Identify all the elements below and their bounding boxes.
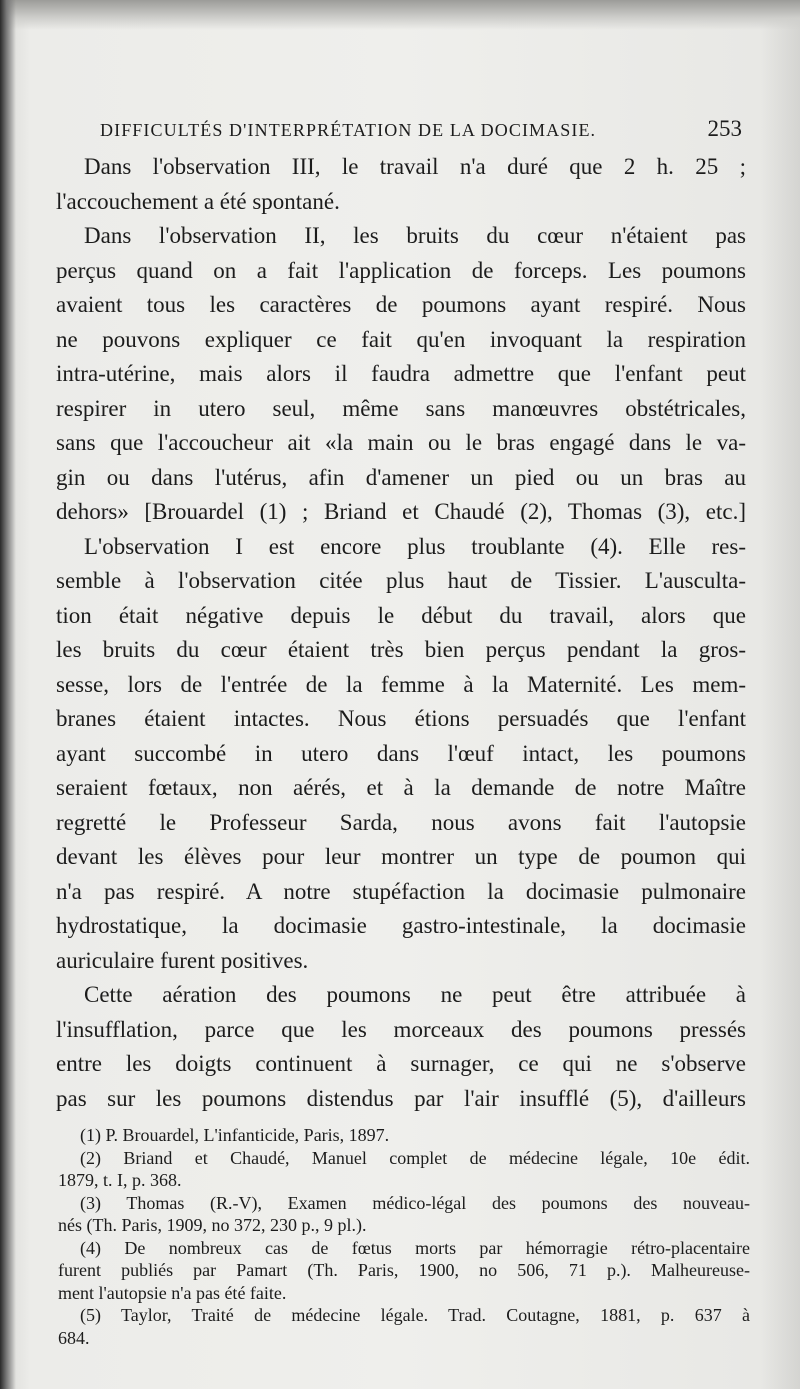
body-line: Dans l'observation III, le travail n'a duré que 2 h. 25 ;	[84, 154, 746, 179]
running-head-title: DIFFICULTÉS D'INTERPRÉTATION DE LA DOCIMASIE.	[100, 120, 597, 140]
footnote-line: (2) Briand et Chaudé, Manuel complet de médecine légale, 10e édit.	[80, 1147, 750, 1168]
footnote-line: (3) Thomas (R.-V), Examen médico-légal des poumons des nouveau-	[80, 1192, 750, 1213]
body-line: tion était négative depuis le début du travail, alors que	[56, 602, 746, 628]
body-line: l'accouchement a été spontané.	[56, 188, 340, 214]
footnotes	[58, 1124, 750, 1349]
body-line: intra-utérine, mais alors il faudra admettre que l'enfant peut	[56, 361, 746, 386]
body-line: regretté le Professeur Sarda, nous avons fait l'autopsie	[56, 809, 746, 835]
footnote-line: nés (Th. Paris, 1909, no 372, 230 p., 9 pl.).	[58, 1215, 367, 1235]
page-number: 253	[707, 116, 742, 141]
body-line: les bruits du cœur étaient très bien perçus pendant la gros-	[56, 637, 746, 662]
body-line: sans que l'accoucheur ait «la main ou le bras engagé dans le va-	[56, 430, 746, 455]
body-line: ayant succombé in utero dans l'œuf intact, les poumons	[56, 740, 746, 766]
page-binding-shadow	[0, 0, 16, 1389]
body-line: dehors» [Brouardel (1) ; Briand et Chaudé (2), Thomas (3), etc.]	[56, 499, 746, 524]
body-line: gin ou dans l'utérus, afin d'amener un pied ou un bras au	[56, 464, 746, 490]
footnote-line: ment l'autopsie n'a pas été faite.	[58, 1282, 287, 1303]
body-line: hydrostatique, la docimasie gastro-intestinale, la docimasie	[56, 913, 746, 938]
body-line: sesse, lors de l'entrée de la femme à la Maternité. Les mem-	[56, 671, 746, 697]
running-head	[100, 116, 742, 146]
body-line: l'insufflation, parce que les morceaux des poumons pressés	[56, 1016, 746, 1042]
footnote-line: furent publiés par Pamart (Th. Paris, 1900, no 506, 71 p.). Malheureuse-	[58, 1260, 750, 1280]
body-line: n'a pas respiré. A notre stupéfaction la docimasie pulmonaire	[56, 878, 746, 904]
body-line: devant les élèves pour leur montrer un type de poumon qui	[56, 844, 746, 869]
page-top-shadow	[0, 0, 800, 30]
body-line: branes étaient intactes. Nous étions persuadés que l'enfant	[56, 706, 746, 731]
body-line: entre les doigts continuent à surnager, ce qui ne s'observe	[56, 1051, 746, 1076]
body-line: Dans l'observation II, les bruits du cœur n'étaient pas	[84, 223, 746, 248]
body-line: avaient tous les caractères de poumons ayant respiré. Nous	[56, 292, 746, 317]
body-line: pas sur les poumons distendus par l'air insufflé (5), d'ailleurs	[56, 1085, 746, 1111]
footnote-line: 684.	[58, 1327, 90, 1348]
footnote-line: 1879, t. I, p. 368.	[58, 1170, 182, 1190]
body-line: L'observation I est encore plus troublante (4). Elle res-	[84, 533, 746, 559]
body-line: ne pouvons expliquer ce fait qu'en invoquant la respiration	[56, 326, 746, 352]
body-line: respirer in utero seul, même sans manœuvres obstétricales,	[56, 395, 746, 421]
body-line: Cette aération des poumons ne peut être attribuée à	[84, 982, 746, 1007]
body-line: perçus quand on a fait l'application de forceps. Les poumons	[56, 257, 746, 283]
footnote-line: (5) Taylor, Traité de médecine légale. Trad. Coutagne, 1881, p. 637 à	[80, 1305, 750, 1325]
body-line: auriculaire furent positives.	[56, 947, 309, 973]
body-line: seraient fœtaux, non aérés, et à la demande de notre Maître	[56, 775, 746, 800]
footnote-line: (4) De nombreux cas de fœtus morts par hémorragie rétro-placentaire	[80, 1237, 750, 1258]
body-text	[56, 150, 746, 1116]
footnote-line: (1) P. Brouardel, L'infanticide, Paris, 1897.	[80, 1125, 390, 1145]
body-line: semble à l'observation citée plus haut de Tissier. L'ausculta-	[56, 568, 746, 593]
